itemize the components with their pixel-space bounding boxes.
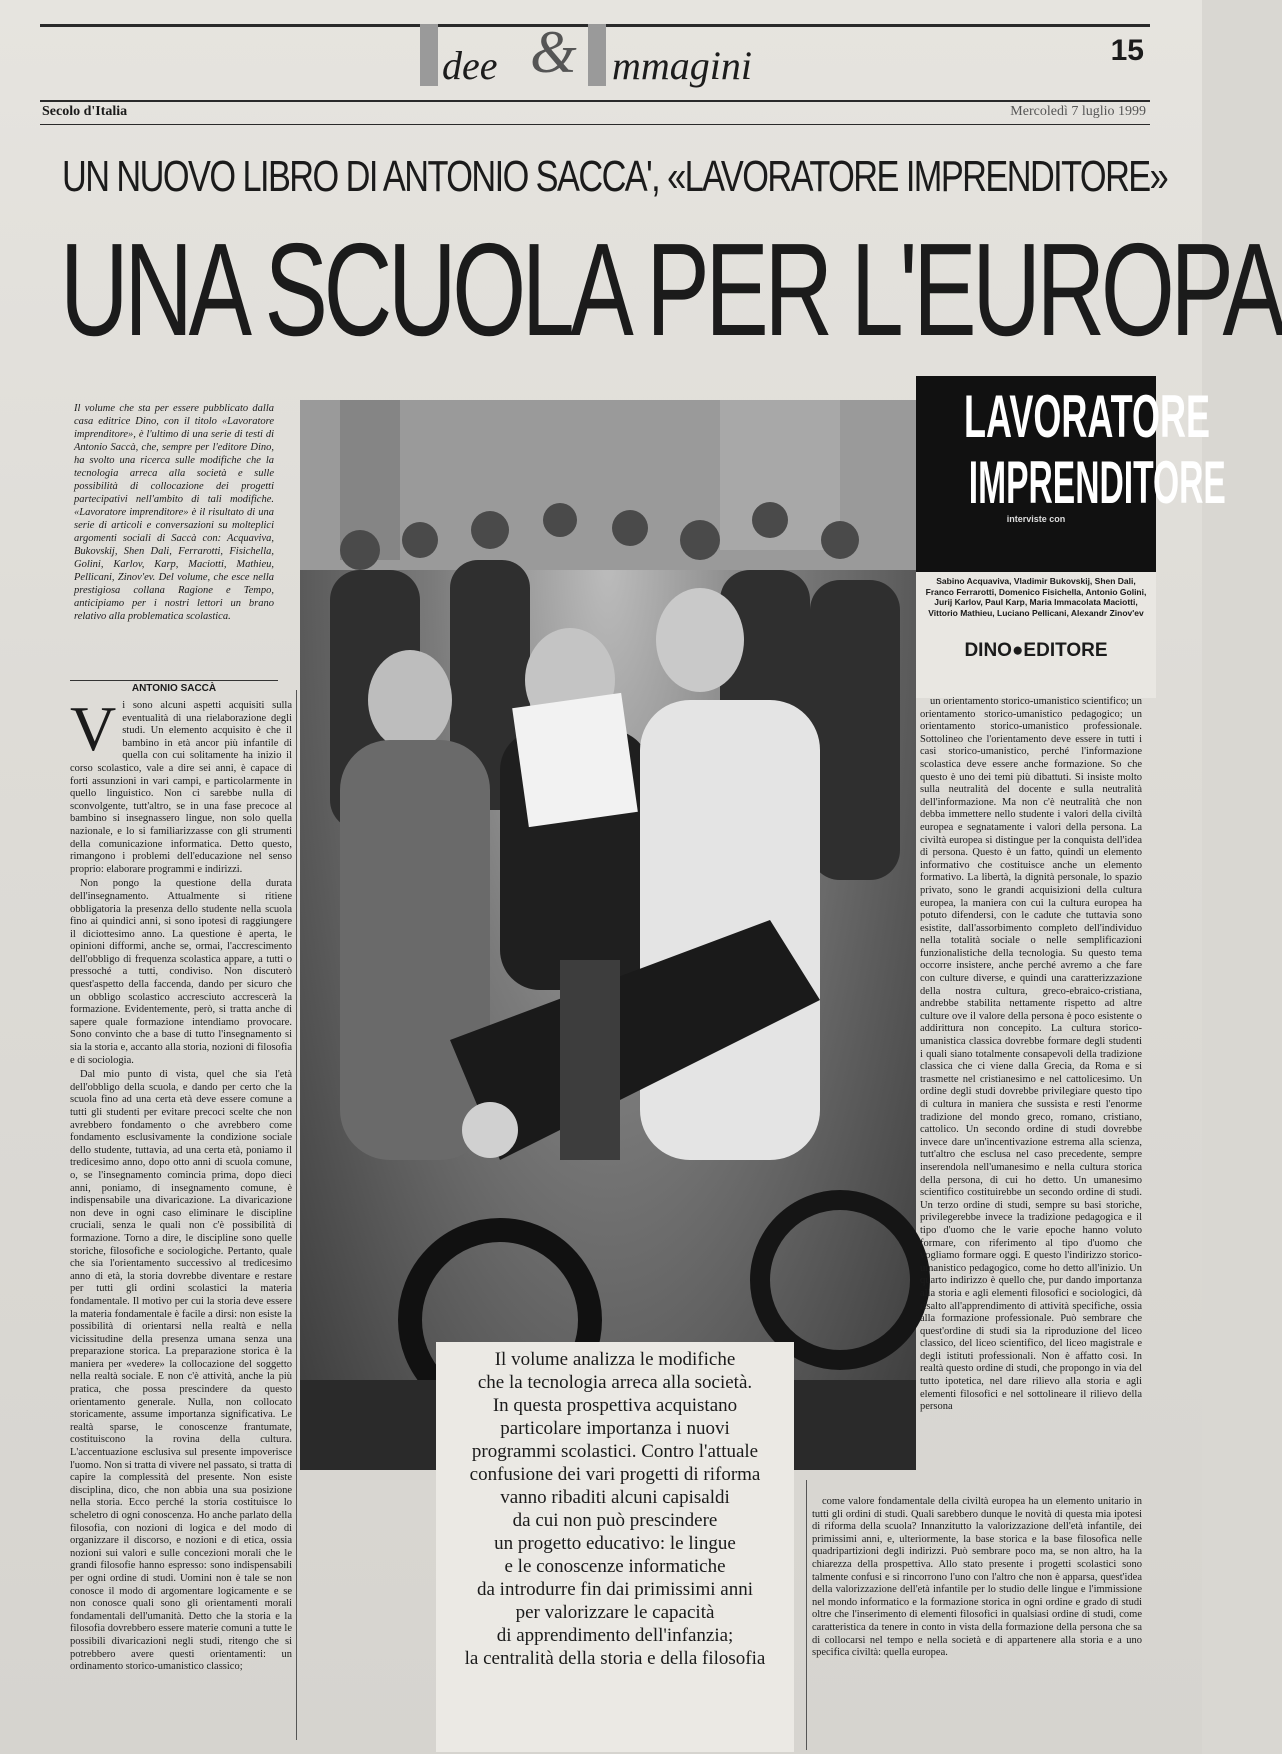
article-kicker: UN NUOVO LIBRO DI ANTONIO SACCA', «LAVORATORE IMPRENDITORE» xyxy=(62,152,1168,201)
masthead-rule-thin xyxy=(40,124,1150,125)
pull-quote-line: da cui non può prescindere xyxy=(512,1510,718,1531)
column-divider xyxy=(806,1480,807,1750)
book-subtitle: interviste con xyxy=(1006,514,1066,524)
pull-quote xyxy=(436,1342,794,1752)
issue-date: Mercoledì 7 luglio 1999 xyxy=(1010,104,1146,119)
photo-illustration xyxy=(300,400,916,1470)
paragraph: Non pongo la questione della durata dell'insegnamento. Attualmente si ritiene obbligatoria la presenza dello studente nella scuola fino ai quindici anni, si sono ipotesi di raggiungere il diciottesimo anno. La questione è aperta, le opinioni difformi, anche se, ormai, l'accrescimento dell'obbligo di frequenza scolastica appare, a tutti o pressoché a tutti, condiviso. Non discuterò quest'aspetto della faccenda, dando per sicuro che un obbligo scolastico accresciuto accrescerà la formazione. Evidentemente, però, si tratta anche di sapere quale formazione intendiamo provocare. Sono convinto che a base di tutto l'insegnamento si sia la storia e, accanto alla storia, nozioni di filosofia e di sociologia. xyxy=(70,878,292,1066)
pull-quote-line: particolare importanza i nuovi xyxy=(500,1418,730,1439)
column-divider xyxy=(296,690,297,1740)
section-masthead xyxy=(400,20,800,100)
article-column-3 xyxy=(920,696,1142,1486)
masthead-word-1: dee xyxy=(442,43,498,88)
masthead-word-2: mmagini xyxy=(612,43,752,88)
pull-quote-line: confusione dei vari progetti di riforma xyxy=(469,1464,761,1485)
pull-quote-line: In questa prospettiva acquistano xyxy=(492,1395,738,1416)
drop-cap: V xyxy=(70,693,117,764)
paragraph: un orientamento storico-umanistico scientifico; un orientamento storico-umanistico pedagogico; un orientamento storico-umanistico professionale. Sottolineo che l'orientamento deve essere in tutti i casi storico-umanistico, perché l'informazione scolastica deve essere anche formazione. So che questo è uno dei temi più dibattuti. Si insiste molto sulla neutralità del docente e sulla neutralità dell'informazione. Ma non c'è neutralità che non debba immettere nello studente i valori della civiltà europea e segnatamente i valori della persona. La civiltà europea si distingue per la conquista dell'idea di persona. Questo è un fatto, quindi un elemento informativo che costituisce anche un elemento formativo. La libertà, la dignità personale, lo spazio privato, sono le grandi acquisizioni della cultura europea, la maniera con cui la cultura europea ha potuto difendersi, con le cadute che tuttavia sono esistite, dall'assorbimento completo dell'individuo nella totalità sociale o nelle semplificazioni funzionalistiche della tecnologia. Su questo tema occorre insistere, anche perché avremo a che fare con culture diverse, e quindi una caratterizzazione della nostra cultura, greco-ebraico-cristiana, andrebbe stabilita nettamente rispetto ad altre culture ove il valore della persona è poco esistente o addirittura non concepito. La cultura storico-umanistica classica dovrebbe formare degli studenti i quali siano totalmente consapevoli della tradizione classica che ci viene dalla Grecia, da Roma e si trasmette nel cristianesimo e nel cattolicesimo. Un ordine degli studi dovrebbe privilegiare questo tipo di cultura in maniera che sussista e resti l'enorme tradizione del mondo greco, romano, cristiano, cattolico. Un secondo ordine di studi dovrebbe invece dare un'incentivazione estrema alla scienza, tutt'altro che esclusa nel caso precedente, sempre inserendola nell'umanesimo e nella cultura storica della persona, di cui ho detto. Un umanesimo scientifico costituirebbe un secondo ordine di studi. Un terzo ordine di studi, sempre su basi storiche, privilegerebbe invece la tradizione pedagogica e il tipo d'uomo che le varie epoche hanno voluto formare, con riferimento al tipo d'uomo che vogliamo formare oggi. E questo l'indirizzo storico-umanistico pedagogico, come ho detto all'inizio. Un quarto indirizzo è quello che, pur dando importanza alla storia e agli elementi filosofici e sociologici, dà risalto all'apprendimento di attività specifiche, ossia alla formazione professionale. Può sembrare che quest'ordine di studi sia la riproduzione del liceo classico, del liceo scientifico, del liceo magistrale e degli istituti professionali. Non è affatto così. In realtà questo ordine di studi, che propongo in via del tutto ipotetica, nel dare rilievo alla storia e agli elementi filosofici e nel sottolineare il rilievo della persona xyxy=(920,696,1142,1413)
pull-quote-line: da introdurre fin dai primissimi anni xyxy=(477,1579,753,1600)
masthead-initial-block-i2 xyxy=(588,24,606,86)
page-number: 15 xyxy=(1110,34,1144,67)
pull-quote-line: di apprendimento dell'infanzia; xyxy=(496,1625,734,1646)
pull-quote-line: per valorizzare le capacità xyxy=(515,1602,715,1623)
book-authors: Sabino Acquaviva, Vladimir Bukovskij, Shen Dali, Franco Ferrarotti, Domenico Fisichella, Antonio Golini, Jurij Karlov, Paul Karp, Maria Immacolata Maciotti, Vittorio Mathieu, Luciano Pellicani, Alexandr Zinov'ev xyxy=(925,576,1147,618)
article-intro: Il volume che sta per essere pubblicato dalla casa editrice Dino, con il titolo «Lavoratore imprenditore», è l'ultimo di una serie di testi di Antonio Saccà, che, sempre per l'editore Dino, ha svolto una ricerca sulle modifiche che la tecnologia arreca alla società e sulle possibilità di collocazione dei progetti partecipativi nell'ambito di tali modifiche. «Lavoratore imprenditore» è il risultato di una serie di articoli e conversazioni su molteplici argomenti sociali di Saccà con: Acquaviva, Bukovskij, Shen Dali, Ferrarotti, Fisichella, Golini, Karlov, Karp, Maciotti, Mathieu, Pellicani, Zinov'ev. Del volume, che esce nella prestigiosa collana Ragione e Tempo, anticipiamo per i nostri lettori un brano relativo alla problematica scolastica. xyxy=(74,403,274,622)
article-headline: UNA SCUOLA PER L'EUROPA xyxy=(60,216,1282,363)
newspaper-name: Secolo d'Italia xyxy=(42,104,128,119)
pull-quote-line: un progetto educativo: le lingue xyxy=(494,1533,736,1554)
paragraph: come valore fondamentale della civiltà europea ha un elemento unitario in tutti gli ordini di studi. Quali sarebbero dunque le novità di questa mia ipotesi di riforma della scuola? Innanzitutto la valorizzazione dell'età infantile, dei primissimi anni, e, ulteriormente, la base storica e la base filosofica nelle quadripartizioni degli indirizzi. Può sembrare poco ma, se non altro, ha la chiarezza della prospettiva. Allo stato presente i progetti scolastici sono talmente confusi e si rincorrono l'uno con l'altro che non è apparsa, quest'idea della valorizzazione dell'età infantile per lo studio delle lingue e l'immissione nel mondo informatico e la formazione storica in ogni ordine e grado di studi oltre che l'inserimento di elementi filosofici in qualsiasi ordine di studi, come caratteristica da tenere in conto in vista della formazione della persona che sa di collocarsi nel tempo e nella società e di appartenere alla storia e a uno specifica civiltà: quella europea. xyxy=(812,1496,1142,1659)
paragraph: Dal mio punto di vista, quel che sia l'età dell'obbligo della scuola, e dando per certo che la scuola fino ad una certa età deve essere comune a tutti gli studenti per evitare precoci scelte che non avrebbero fondamento o che avrebbero come fondamento esclusivamente la condizione sociale dello studente, tuttavia, ad una certa età, poniamo il tredicesimo anno, dopo otto anni di scuola comune, o, se l'insegnamento comincia prima, dopo dieci anni, poniamo, di insegnamento comune, è indispensabile una divaricazione. La divaricazione non deve in ogni caso eliminare le discipline cruciali, senza le quali non c'è possibilità di formazione. Torno a dire, le discipline sono quelle storiche, filosofiche e sociologiche. Pertanto, quale che sia l'orientamento successivo al tredicesimo anno di età, la storia dovrebbe diventare e restare per tutti gli ordini scolastici la materia fondamentale. Il motivo per cui la storia deve essere la materia fondamentale è facile a dirsi: non esiste la possibilità di orientarsi nella realtà e nella vicissitudine della presenza umana senza una preparazione storica. La preparazione storica è la maniera per «vedere» la collocazione del soggetto nella realtà sociale. E non c'è attività, anche la più pratica, che possa prescindere da questo orientamento generale. Nulla, non collocato storicamente, assume importanza significativa. Le realtà sparse, le conoscenze frantumate, costituiscono la rovina della cultura. L'accentuazione esclusiva sul presente impoverisce l'uomo. Non si tratta di vivere nel passato, si tratta di capire la complessità del presente. Non esiste disciplina, dico, che non abbia una sua posizione nella storia. Ecco perché la storia costituisce lo scheletro di ogni conoscenza. Ho anche parlato della filosofia, con nozioni di logica e del modo di organizzare il discorso, e nozioni e di etica, ossia nozioni sui valori e sulle concezioni morali che le grandi filosofie hanno espresso: sono indispensabili per ogni ordine di studi. Uomini non è tale se non conosce il modo di argomentare logicamente e se non conosce quali sono gli orientamenti morali fondamentali dell'umanità. Detto che la storia e la filosofia dovrebbero essere materie comuni a tutte le possibili divaricazioni negli studi, ritengo che si potrebbero avere questi orientamenti: un ordinamento storico-umanistico classico; xyxy=(70,1069,292,1673)
pull-quote-line: programmi scolastici. Contro l'attuale xyxy=(471,1441,759,1462)
pull-quote-line: vanno ribaditi alcuni capisaldi xyxy=(500,1487,730,1508)
pull-quote-line: la centralità della storia e della filosofia xyxy=(464,1648,766,1669)
masthead-ampersand: & xyxy=(530,19,577,85)
pull-quote-line: e le conoscenze informatiche xyxy=(504,1556,726,1577)
book-cover-panel xyxy=(916,376,1226,698)
book-title-line-1: LAVORATORE xyxy=(964,383,1211,450)
pull-quote-line: Il volume analizza le modifiche xyxy=(494,1349,736,1370)
article-continuation xyxy=(812,1496,1142,1746)
masthead-rule xyxy=(40,100,1150,102)
book-title-line-2: IMPRENDITORE xyxy=(968,449,1226,516)
article-byline: ANTONIO SACCÀ xyxy=(70,680,278,694)
book-cover xyxy=(916,376,1226,572)
students-photo xyxy=(300,400,916,1470)
publisher-logo: DINO●EDITORE xyxy=(964,640,1108,661)
pull-quote-line: che la tecnologia arreca alla società. xyxy=(477,1372,753,1393)
article-column-1 xyxy=(70,693,292,1740)
masthead-initial-block-i xyxy=(420,24,438,86)
paragraph: i sono alcuni aspetti acquisiti sulla eventualità di una rielaborazione degli studi. Un elemento acquisito è che il bambino in età ancor più infantile di quella con cui solitamente ha inizio il corso scolastico, vale a dire sei anni, è capace di forti assunzioni in vari campi, e particolarmente in quello linguistico. Non ci sarebbe nulla di sconvolgente, tutt'altro, se in una fase precoce al bambino si insegnassero lingue, non solo quella nazionale, e lo si familiarizzasse con gli strumenti della comunicazione informatica. Detto questo, rimangono i problemi dell'educazione nel senso proprio: elaborare programmi e indirizzi. xyxy=(70,700,292,875)
